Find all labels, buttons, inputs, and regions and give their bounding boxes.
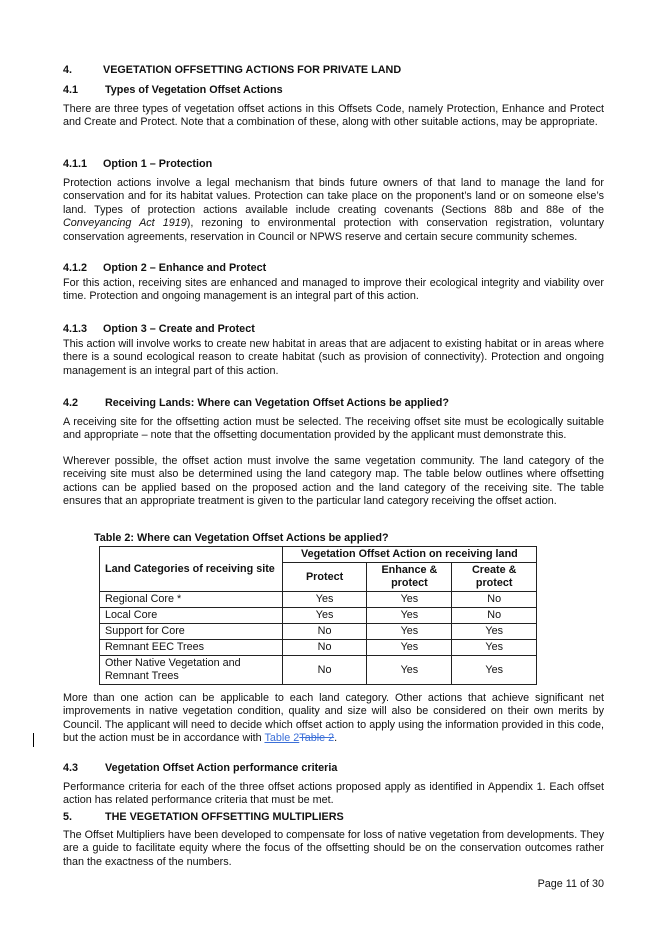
act-title: Conveyancing Act 1919 <box>63 217 187 230</box>
paragraph: The Offset Multipliers have been developed to compensate for loss of native vegetation from developments. They are a guide to facilitate equity where the focus of the offsetting should be on the conservation outcomes rather than the exactness of the numbers. <box>63 829 604 868</box>
section-number: 5. <box>63 811 73 823</box>
paragraph: This action will involve works to create new habitat in areas that are adjacent to existing habitat or in areas where there is a sound ecological reason to create habitat (such as provision of connectivity). Protection and ongoing management is an integral part of this action. <box>63 338 604 377</box>
section-4-3-heading <box>63 762 604 775</box>
section-number: 4.1.3 <box>63 323 88 335</box>
document-page <box>63 0 604 942</box>
header-land-category: Land Categories of receiving site <box>100 547 283 592</box>
section-title: VEGETATION OFFSETTING ACTIONS FOR PRIVATE LAND <box>103 64 402 76</box>
revision-change-bar <box>33 733 34 747</box>
paragraph: Wherever possible, the offset action must involve the same vegetation community. The land category of the receiving site must also be determined using the land category map. The table below outlines where offsetting actions can be applied based on the proposed action and the land category of the receiving site. The table ensures that an appropriate treatment is given to the particular land category receiving the offset action. <box>63 455 604 508</box>
section-4-1-1-heading <box>63 158 604 171</box>
cell-enhance: Yes <box>367 608 452 624</box>
paragraph <box>63 692 604 746</box>
header-group: Vegetation Offset Action on receiving land <box>282 547 536 563</box>
cell-category: Other Native Vegetation and Remnant Trees <box>100 656 283 685</box>
table-header-row <box>100 547 537 563</box>
cell-protect: Yes <box>282 592 367 608</box>
section-4-1-1-body <box>63 177 604 244</box>
cell-category: Local Core <box>100 608 283 624</box>
deleted-revision-text: Table 2 <box>299 732 335 745</box>
cell-enhance: Yes <box>367 592 452 608</box>
paragraph-text: ), rezoning to environmental protection with conservation registration, voluntary conservation agreements, reservation in Council or NPWS reserve and certain secure community schemes. <box>63 217 604 243</box>
cell-create: No <box>452 608 537 624</box>
table-caption: Table 2: Where can Vegetation Offset Actions be applied? <box>94 532 389 544</box>
cell-create: Yes <box>452 656 537 685</box>
cell-enhance: Yes <box>367 640 452 656</box>
section-number: 4. <box>63 64 73 76</box>
header-create-protect: Create & protect <box>452 563 537 592</box>
table-2-link[interactable]: Table 2 <box>264 732 300 745</box>
section-number: 4.1.2 <box>63 262 88 274</box>
paragraph: A receiving site for the offsetting action must be selected. The receiving offset site must be ecologically suitable and appropriate – note that the offsetting documentation provided by the applicant must demonstrate this. <box>63 416 604 442</box>
cell-category: Remnant EEC Trees <box>100 640 283 656</box>
cell-protect: No <box>282 624 367 640</box>
table-row <box>100 656 537 685</box>
section-4-3-body <box>63 781 604 808</box>
cell-category: Regional Core * <box>100 592 283 608</box>
cell-protect: Yes <box>282 608 367 624</box>
section-4-1-body <box>63 103 604 130</box>
paragraph-text: Protection actions involve a legal mechanism that binds future owners of that land to manage the land for conservation and for its habitat values. Protection can take place on the proponent’s land or on someone else’s land. Types of protection actions available include creating covenants (Sections 88b and 88e of the <box>63 177 604 216</box>
section-4-1-3-body <box>63 338 604 378</box>
paragraph-text: . <box>334 732 338 745</box>
section-number: 4.1.1 <box>63 158 88 170</box>
section-4-2-body-2 <box>63 455 604 509</box>
cell-create: No <box>452 592 537 608</box>
paragraph-text: More than one action can be applicable to each land category. Other actions that achieve significant net improvements in native vegetation condition, quality and size will also be considered on their own merits by Council. The applicant will need to decide which offset action to apply using the information provided in this code, but the action must be in accordance with <box>63 692 604 745</box>
section-number: 4.1 <box>63 84 79 96</box>
paragraph <box>63 177 604 244</box>
paragraph: For this action, receiving sites are enhanced and managed to improve their ecological integrity and viability over time. Protection and ongoing management is an integral part of this action. <box>63 277 604 303</box>
after-table-body <box>63 692 604 746</box>
section-4-1-heading <box>63 84 604 97</box>
cell-category: Support for Core <box>100 624 283 640</box>
section-title: THE VEGETATION OFFSETTING MULTIPLIERS <box>105 811 344 823</box>
table-row <box>100 640 537 656</box>
section-title: Option 1 – Protection <box>103 158 213 170</box>
paragraph: There are three types of vegetation offset actions in this Offsets Code, namely Protection, Enhance and Protect and Create and Protect. Note that a combination of these, along with other suitable actions, may be appropriate. <box>63 103 604 129</box>
header-enhance-protect: Enhance & protect <box>367 563 452 592</box>
cell-enhance: Yes <box>367 656 452 685</box>
section-5-heading <box>63 811 604 824</box>
table-row <box>100 624 537 640</box>
section-4-1-2-body <box>63 277 604 304</box>
section-title: Vegetation Offset Action performance criteria <box>105 762 338 774</box>
paragraph: Performance criteria for each of the three offset actions proposed apply as identified in Appendix 1. Each offset action has related performance criteria that must be met. <box>63 781 604 807</box>
cell-protect: No <box>282 656 367 685</box>
section-number: 4.2 <box>63 397 79 409</box>
section-4-2-heading <box>63 397 604 410</box>
section-title: Types of Vegetation Offset Actions <box>105 84 283 96</box>
section-4-heading <box>63 64 604 77</box>
section-title: Option 3 – Create and Protect <box>103 323 255 335</box>
offset-actions-table <box>99 546 537 685</box>
section-5-body <box>63 829 604 869</box>
cell-protect: No <box>282 640 367 656</box>
header-protect: Protect <box>282 563 367 592</box>
section-4-1-2-heading <box>63 262 604 275</box>
section-number: 4.3 <box>63 762 79 774</box>
cell-enhance: Yes <box>367 624 452 640</box>
cell-create: Yes <box>452 640 537 656</box>
table-row <box>100 608 537 624</box>
page-number: Page 11 of 30 <box>537 878 604 890</box>
table-row <box>100 592 537 608</box>
section-title: Option 2 – Enhance and Protect <box>103 262 267 274</box>
section-4-2-body-1 <box>63 416 604 443</box>
cell-create: Yes <box>452 624 537 640</box>
section-title: Receiving Lands: Where can Vegetation Offset Actions be applied? <box>105 397 449 409</box>
section-4-1-3-heading <box>63 323 604 336</box>
